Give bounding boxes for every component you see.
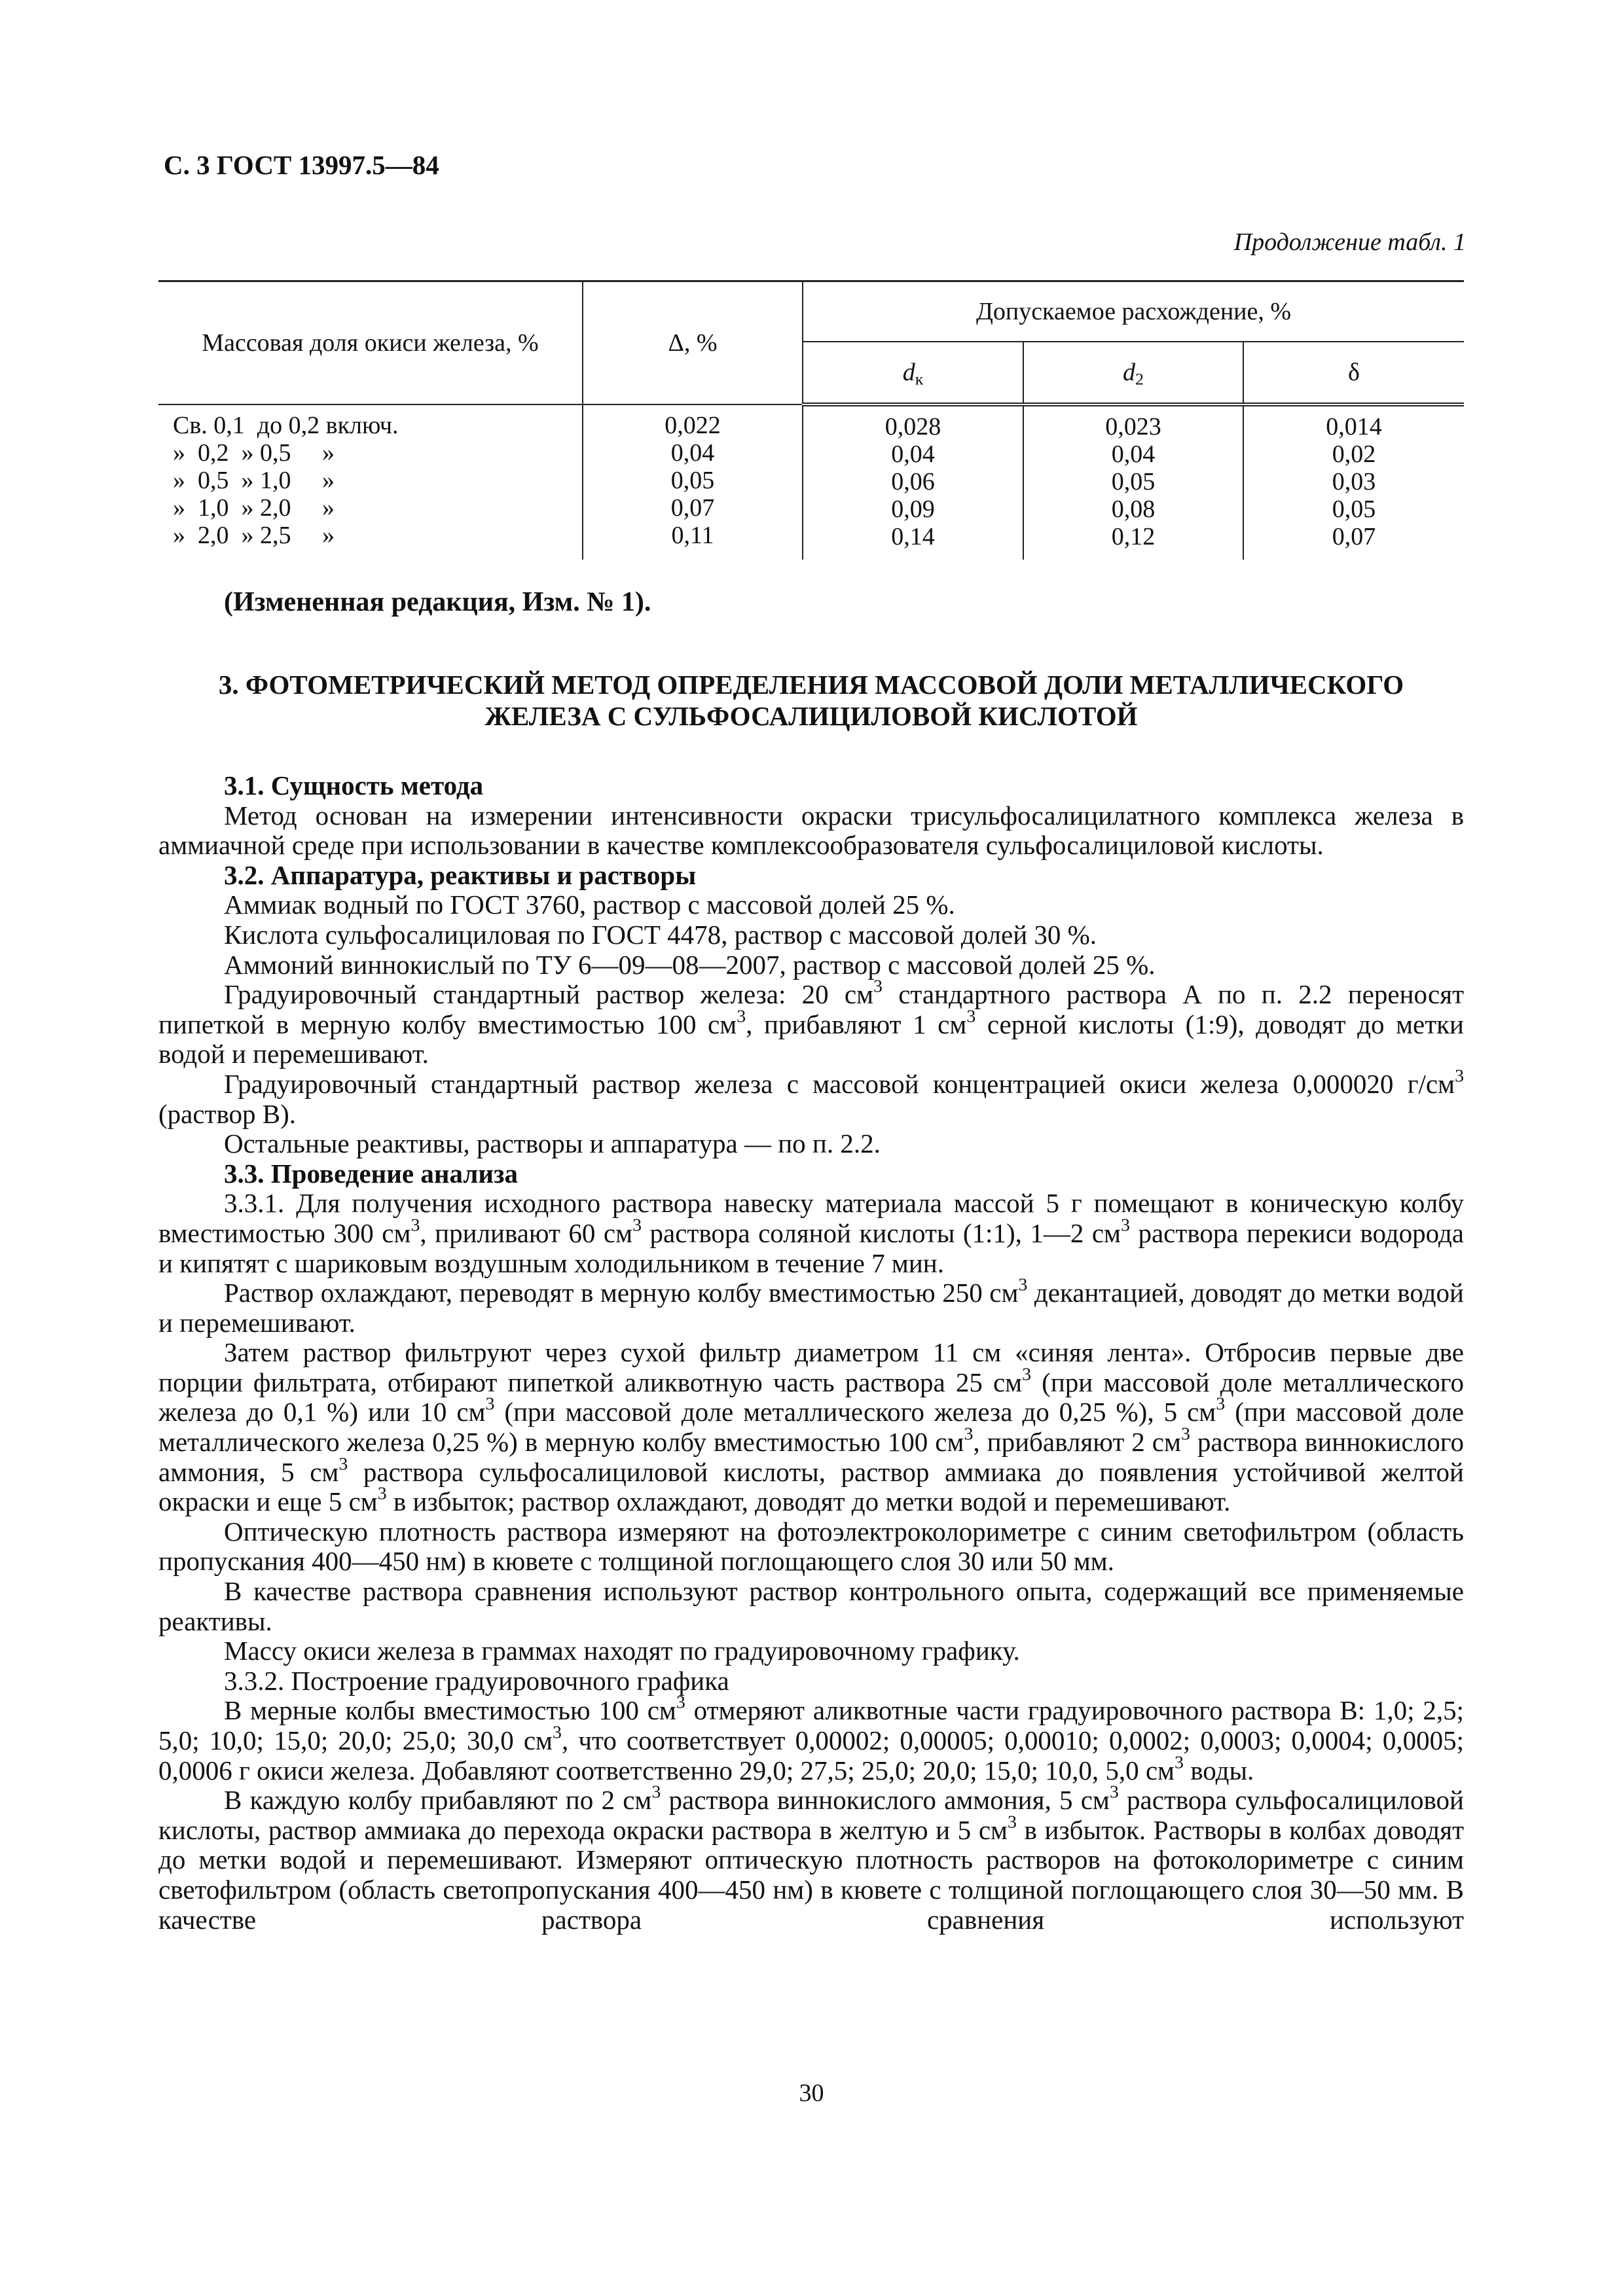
- column-header-dk: [803, 342, 1023, 404]
- paragraph: В мерные колбы вместимостью 100 $см^3$ отмеряют аликвотные части градуировочного раствора В: 1,0; 2,5; 5,0; 10,0; 15,0; 20,0; 25,0; 30,0 $см^3$, что соответствует 0,00002; 0,00005; 0,00010; 0,0002; 0,0003; 0,0004; 0,0005; 0,0006 г окиси железа. Добавляют соответственно 29,0; 27,5; 25,0; 20,0; 15,0; 10,0, 5,0 $см^3$ воды.: [158, 1693, 1464, 1785]
- table-cell: 0,04: [1111, 440, 1156, 468]
- paragraph: 3.3.1. Для получения исходного раствора навеску материала массой 5 г помещают в коническую колбу вместимостью 300 $см^3$, приливают 60 $см^3$ раствора соляной кислоты (1:1), 1—2 $см^3$ раствора перекиси водорода и кипятят с шариковым воздушным холодильником в течение 7 мин.: [158, 1188, 1464, 1278]
- paragraph: Массу окиси железа в граммах находят по градуировочному графику.: [224, 1636, 1020, 1666]
- dk-index: к: [915, 368, 924, 388]
- table-bottom-spacer: [158, 550, 1464, 560]
- table-column-cells: [1243, 404, 1464, 550]
- page-header: С. 3 ГОСТ 13997.5—84: [164, 150, 439, 180]
- section-title: 3. ФОТОМЕТРИЧЕСКИЙ МЕТОД ОПРЕДЕЛЕНИЯ МАССОВОЙ ДОЛИ МЕТАЛЛИЧЕСКОГО ЖЕЛЕЗА С СУЛЬФОСАЛИЦИЛОВОЙ КИСЛОТОЙ: [218, 670, 1404, 731]
- column-header-delta: Δ, %: [583, 281, 803, 404]
- column-header-d2: [1023, 342, 1243, 404]
- paragraph: Оптическую плотность раствора измеряют на фотоэлектроколориметре с синим светофильтром (область пропускания 400—450 нм) в кювете с толщиной поглощающего слоя 30 или 50 мм.: [158, 1516, 1464, 1577]
- table-cell: » 1,0 » 2,0 »: [173, 493, 335, 522]
- paragraph: 3.3. Проведение анализа: [224, 1158, 518, 1189]
- d2-symbol: d: [1123, 358, 1136, 386]
- table-cell: » 2,0 » 2,5 »: [173, 521, 335, 549]
- table-cell: 0,05: [670, 466, 715, 494]
- table-column-cells: [583, 404, 803, 550]
- table-cell: 0,028: [884, 412, 941, 440]
- paragraph: 3.2. Аппаратура, реактивы и растворы: [224, 859, 697, 890]
- table-cell: Св. 0,1 до 0,2 включ.: [173, 411, 399, 439]
- table-cell: 0,05: [1332, 495, 1376, 523]
- spacer-cell: [158, 550, 583, 560]
- table-cell: 0,12: [1111, 522, 1156, 550]
- table-column-cells: [1023, 404, 1243, 550]
- table-cell: 0,03: [1332, 467, 1376, 495]
- table-cell: 0,023: [1105, 412, 1161, 440]
- table-cell: 0,06: [891, 467, 935, 495]
- table-cell: 0,11: [671, 521, 714, 549]
- table-cell: » 0,5 » 1,0 »: [173, 466, 335, 494]
- paragraph: Аммиак водный по ГОСТ 3760, раствор с массовой долей 25 %.: [224, 889, 955, 920]
- dk-symbol: d: [902, 358, 915, 386]
- paragraph: В качестве раствора сравнения используют раствор контрольного опыта, содержащий все применяемые реактивы.: [158, 1576, 1464, 1636]
- table-continuation-label: Продолжение табл. 1: [1233, 228, 1466, 256]
- column-header-sigma: δ: [1243, 342, 1464, 404]
- table-cell: 0,014: [1326, 412, 1382, 440]
- paragraph: Кислота сульфосалициловая по ГОСТ 4478, раствор с массовой долей 30 %.: [224, 919, 1097, 950]
- d2-index: 2: [1135, 368, 1144, 388]
- table-cell: 0,14: [891, 522, 935, 550]
- table-body: [158, 404, 1464, 560]
- column-header-allowed-discrepancy: Допускаемое расхождение, %: [803, 281, 1464, 342]
- paragraph: Остальные реактивы, растворы и аппаратура — по п. 2.2.: [224, 1128, 881, 1159]
- paragraph: Аммоний виннокислый по ТУ 6—09—08—2007, раствор с массовой долей 25 %.: [224, 949, 1156, 980]
- table-cell: 0,07: [1332, 522, 1376, 550]
- table-column-cells: [803, 404, 1023, 550]
- paragraph: Градуировочный стандартный раствор железа: 20 $см^3$ стандартного раствора А по п. 2.2 переносят пипеткой в мерную колбу вместимостью 100 $см^3$, прибавляют 1 $см^3$ серной кислоты (1:9), доводят до метки водой и перемешивают.: [158, 976, 1464, 1069]
- amendment-note: (Измененная редакция, Изм. № 1).: [224, 587, 651, 617]
- spacer-cell: [803, 550, 1023, 560]
- paragraph: Раствор охлаждают, переводят в мерную колбу вместимостью 250 $см^3$ декантацией, доводят до метки водой и перемешивают.: [158, 1274, 1464, 1338]
- table-cell: 0,05: [1111, 467, 1156, 495]
- table-cell: 0,08: [1111, 495, 1156, 523]
- table-cell: 0,04: [670, 439, 715, 467]
- section-body: [158, 771, 1464, 1935]
- table-cell: » 0,2 » 0,5 »: [173, 439, 335, 467]
- table-cell: 0,022: [665, 411, 721, 439]
- paragraph: В каждую колбу прибавляют по 2 $см^3$ раствора виннокислого аммония, 5 $см^3$ раствора сульфосалициловой кислоты, раствор аммиака до перехода окраски раствора в желтую и 5 $см^3$ в избыток. Растворы в колбах доводят до метки водой и перемешивают. Измеряют оптическую плотность растворов на фотоколориметре с синим светофильтром (область светопропускания 400—450 нм) в кювете с толщиной поглощающего слоя 30—50 мм. В качестве раствора сравнения используют: [158, 1782, 1465, 1935]
- table-column-cells: [158, 404, 583, 550]
- table-row: [158, 404, 1464, 550]
- data-table: [158, 280, 1464, 560]
- table-cell: 0,09: [891, 495, 935, 523]
- paragraph: Градуировочный стандартный раствор железа с массовой концентрацией окиси железа 0,000020 $г/см^3$ (раствор В).: [158, 1066, 1464, 1129]
- table-cell: 0,02: [1332, 440, 1376, 468]
- spacer-cell: [1243, 550, 1464, 560]
- paragraph: 3.1. Сущность метода: [224, 770, 484, 800]
- page-number: 30: [799, 2079, 824, 2107]
- spacer-cell: [583, 550, 803, 560]
- paragraph: Метод основан на измерении интенсивности окраски трисульфосалицилатного комплекса железа в аммиачной среде при использовании в качестве комплексообразователя сульфосалициловой кислоты.: [158, 800, 1464, 861]
- paragraph: Затем раствор фильтруют через сухой фильтр диаметром 11 см «синяя лента». Отбросив первые две порции фильтрата, отбирают пипеткой аликвотную часть раствора 25 $см^3$ (при массовой доле металлического железа до 0,1 %) или 10 $см^3$ (при массовой доле металлического железа до 0,25 %), 5 $см^3$ (при массовой доле металлического железа 0,25 %) в мерную колбу вместимостью 100 $см^3$, прибавляют 2 $см^3$ раствора виннокислого аммония, 5 $см^3$ раствора сульфосалициловой кислоты, раствор аммиака до появления устойчивой желтой окраски и еще 5 $см^3$ в избыток; раствор охлаждают, доводят до метки водой и перемешивают.: [158, 1337, 1464, 1517]
- table-cell: 0,04: [891, 440, 935, 468]
- spacer-cell: [1023, 550, 1243, 560]
- table-cell: 0,07: [670, 493, 715, 522]
- paragraph: 3.3.2. Построение градуировочного графика: [224, 1665, 729, 1696]
- column-header-mass-fraction: Массовая доля окиси железа, %: [158, 281, 583, 404]
